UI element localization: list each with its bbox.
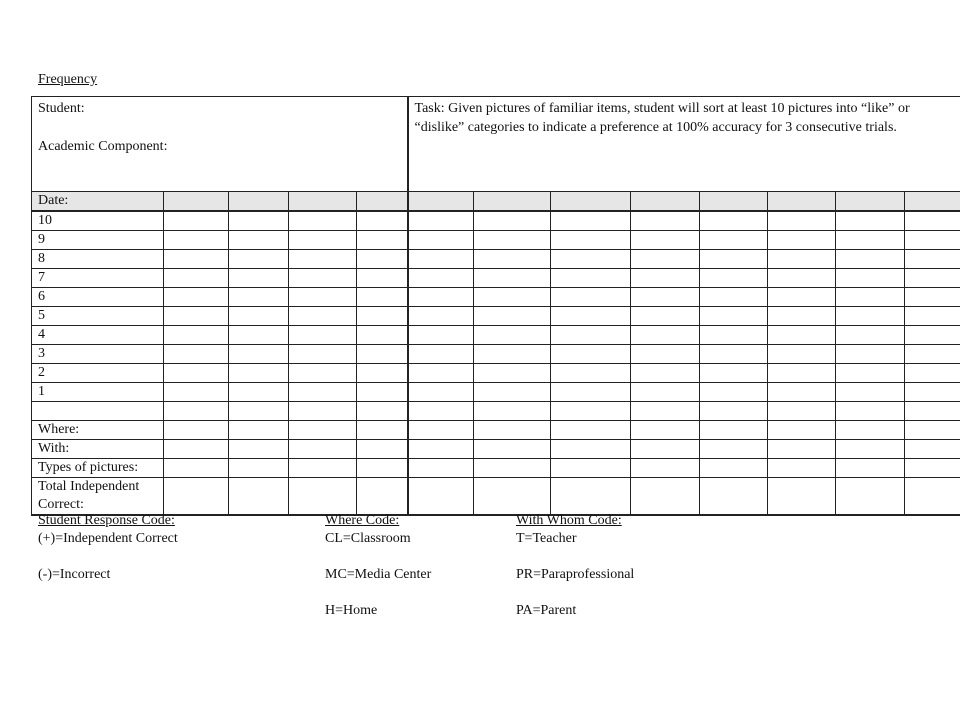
entry-cell[interactable] — [551, 402, 631, 421]
entry-cell[interactable] — [229, 211, 289, 231]
entry-cell[interactable] — [474, 402, 551, 421]
entry-cell[interactable] — [164, 211, 229, 231]
entry-cell[interactable] — [474, 478, 551, 516]
entry-cell[interactable] — [474, 364, 551, 383]
entry-cell[interactable] — [474, 288, 551, 307]
trial-row — [32, 250, 960, 269]
code-item: MC=Media Center — [325, 567, 432, 582]
entry-cell[interactable] — [229, 421, 289, 440]
entry-cell[interactable] — [164, 345, 229, 364]
entry-cell[interactable] — [631, 307, 700, 326]
info-row-label[interactable]: Types of pictures: — [32, 459, 164, 478]
entry-cell[interactable] — [474, 269, 551, 288]
code-item: (+)=Independent Correct — [38, 531, 178, 546]
entry-cell[interactable] — [164, 478, 229, 516]
trial-row — [32, 383, 960, 402]
entry-cell[interactable] — [768, 269, 836, 288]
entry-cell[interactable] — [289, 364, 357, 383]
entry-cell[interactable] — [631, 364, 700, 383]
entry-cell[interactable] — [408, 440, 474, 459]
entry-cell[interactable] — [164, 326, 229, 345]
entry-cell[interactable] — [357, 402, 408, 421]
trial-row — [32, 326, 960, 345]
entry-cell[interactable] — [905, 288, 960, 307]
entry-cell[interactable] — [229, 345, 289, 364]
entry-cell[interactable] — [836, 250, 905, 269]
entry-cell[interactable] — [905, 459, 960, 478]
code-item: CL=Classroom — [325, 531, 411, 546]
entry-cell[interactable] — [768, 307, 836, 326]
trial-row — [32, 288, 960, 307]
entry-cell[interactable] — [229, 383, 289, 402]
entry-cell[interactable] — [905, 250, 960, 269]
entry-cell[interactable] — [357, 364, 408, 383]
entry-cell[interactable] — [289, 478, 357, 516]
entry-cell[interactable] — [474, 383, 551, 402]
code-item: PR=Paraprofessional — [516, 567, 635, 582]
entry-cell[interactable] — [474, 459, 551, 478]
entry-cell[interactable] — [229, 440, 289, 459]
entry-cell[interactable] — [164, 459, 229, 478]
date-row — [32, 192, 960, 212]
entry-cell[interactable] — [408, 250, 474, 269]
task-cell — [408, 97, 960, 192]
entry-cell[interactable] — [229, 307, 289, 326]
entry-cell[interactable] — [700, 288, 768, 307]
info-row — [32, 459, 960, 478]
trial-number-label[interactable]: 7 — [32, 269, 164, 288]
entry-cell[interactable] — [631, 231, 700, 250]
entry-cell[interactable] — [289, 345, 357, 364]
entry-cell[interactable] — [836, 478, 905, 516]
entry-cell[interactable] — [474, 211, 551, 231]
entry-cell[interactable] — [408, 345, 474, 364]
entry-cell[interactable] — [905, 192, 960, 212]
entry-cell[interactable] — [836, 383, 905, 402]
entry-cell[interactable] — [164, 421, 229, 440]
entry-cell[interactable] — [164, 440, 229, 459]
entry-cell[interactable] — [289, 440, 357, 459]
code-spacer — [516, 584, 634, 602]
entry-cell[interactable] — [357, 440, 408, 459]
entry-cell[interactable] — [551, 345, 631, 364]
entry-cell[interactable] — [357, 478, 408, 516]
entry-cell[interactable] — [836, 364, 905, 383]
where-code — [325, 512, 431, 620]
entry-cell[interactable] — [836, 440, 905, 459]
entry-cell[interactable] — [700, 440, 768, 459]
entry-cell[interactable] — [905, 421, 960, 440]
frequency-data-table — [31, 96, 960, 516]
student-response-code-heading: Student Response Code: — [38, 513, 175, 528]
entry-cell[interactable] — [836, 402, 905, 421]
entry-cell[interactable] — [631, 211, 700, 231]
entry-cell[interactable] — [700, 307, 768, 326]
entry-cell[interactable] — [631, 402, 700, 421]
entry-cell[interactable] — [631, 478, 700, 516]
entry-cell[interactable] — [700, 402, 768, 421]
entry-cell[interactable] — [631, 250, 700, 269]
entry-cell[interactable] — [700, 345, 768, 364]
code-spacer — [38, 548, 178, 566]
entry-cell[interactable] — [408, 421, 474, 440]
trial-number-label[interactable]: 8 — [32, 250, 164, 269]
entry-cell[interactable] — [768, 421, 836, 440]
entry-cell[interactable] — [700, 364, 768, 383]
entry-cell[interactable] — [408, 307, 474, 326]
entry-cell[interactable] — [700, 250, 768, 269]
header-row — [32, 97, 960, 192]
entry-cell[interactable] — [551, 211, 631, 231]
entry-cell[interactable] — [164, 402, 229, 421]
entry-cell[interactable] — [631, 345, 700, 364]
page-title: Frequency — [38, 72, 98, 87]
entry-cell[interactable] — [836, 307, 905, 326]
entry-cell[interactable] — [768, 211, 836, 231]
entry-cell[interactable] — [768, 192, 836, 212]
entry-cell[interactable] — [631, 192, 700, 212]
entry-cell[interactable] — [836, 345, 905, 364]
code-item: (-)=Incorrect — [38, 567, 111, 582]
entry-cell[interactable] — [631, 383, 700, 402]
entry-cell[interactable] — [551, 231, 631, 250]
info-row — [32, 440, 960, 459]
code-item: H=Home — [325, 603, 378, 618]
entry-cell[interactable] — [289, 192, 357, 212]
trial-number-label[interactable]: 2 — [32, 364, 164, 383]
entry-cell[interactable] — [408, 211, 474, 231]
entry-cell[interactable] — [631, 421, 700, 440]
entry-cell[interactable] — [229, 288, 289, 307]
entry-cell[interactable] — [164, 307, 229, 326]
entry-cell[interactable] — [289, 383, 357, 402]
info-row — [32, 421, 960, 440]
entry-cell[interactable] — [631, 269, 700, 288]
entry-cell[interactable] — [474, 307, 551, 326]
code-item: T=Teacher — [516, 531, 577, 546]
entry-cell[interactable] — [164, 192, 229, 212]
entry-cell[interactable] — [836, 269, 905, 288]
entry-cell[interactable] — [408, 459, 474, 478]
entry-cell[interactable] — [474, 421, 551, 440]
entry-cell[interactable] — [474, 231, 551, 250]
entry-cell[interactable] — [836, 231, 905, 250]
entry-cell[interactable] — [905, 326, 960, 345]
entry-cell[interactable] — [229, 269, 289, 288]
entry-cell[interactable] — [164, 364, 229, 383]
entry-cell[interactable] — [289, 459, 357, 478]
entry-cell[interactable] — [768, 440, 836, 459]
entry-cell[interactable] — [474, 345, 551, 364]
entry-cell[interactable] — [229, 459, 289, 478]
entry-cell[interactable] — [551, 440, 631, 459]
entry-cell[interactable] — [836, 192, 905, 212]
code-item: PA=Parent — [516, 603, 577, 618]
date-label[interactable]: Date: — [32, 192, 164, 212]
entry-cell[interactable] — [408, 192, 474, 212]
where-code-heading: Where Code: — [325, 513, 400, 528]
entry-cell[interactable] — [229, 192, 289, 212]
entry-cell[interactable] — [905, 211, 960, 231]
entry-cell[interactable] — [357, 421, 408, 440]
student-info-cell[interactable] — [32, 97, 408, 192]
entry-cell[interactable] — [408, 288, 474, 307]
with-whom-code — [516, 512, 634, 620]
entry-cell[interactable] — [551, 478, 631, 516]
entry-cell[interactable] — [700, 192, 768, 212]
entry-cell[interactable] — [551, 192, 631, 212]
entry-cell[interactable] — [551, 250, 631, 269]
entry-cell[interactable] — [768, 345, 836, 364]
entry-cell[interactable] — [229, 231, 289, 250]
trial-row — [32, 269, 960, 288]
trial-number-label[interactable]: 4 — [32, 326, 164, 345]
entry-cell[interactable] — [289, 402, 357, 421]
entry-cell[interactable] — [551, 383, 631, 402]
entry-cell[interactable] — [357, 345, 408, 364]
entry-cell[interactable] — [836, 326, 905, 345]
entry-cell[interactable] — [289, 231, 357, 250]
entry-cell[interactable] — [289, 307, 357, 326]
entry-cell[interactable] — [631, 288, 700, 307]
entry-cell[interactable] — [768, 364, 836, 383]
with-whom-code-heading: With Whom Code: — [516, 513, 622, 528]
entry-cell[interactable] — [700, 326, 768, 345]
entry-cell[interactable] — [357, 269, 408, 288]
entry-cell[interactable] — [768, 383, 836, 402]
entry-cell[interactable] — [700, 478, 768, 516]
entry-cell[interactable] — [357, 288, 408, 307]
entry-cell[interactable] — [551, 364, 631, 383]
entry-cell[interactable] — [551, 326, 631, 345]
entry-cell[interactable] — [289, 211, 357, 231]
entry-cell[interactable] — [905, 478, 960, 516]
entry-cell[interactable] — [357, 231, 408, 250]
code-spacer — [325, 584, 431, 602]
entry-cell[interactable] — [289, 288, 357, 307]
entry-cell[interactable] — [700, 211, 768, 231]
entry-cell[interactable] — [289, 269, 357, 288]
entry-cell[interactable] — [229, 250, 289, 269]
trial-row — [32, 211, 960, 231]
entry-cell[interactable] — [631, 326, 700, 345]
entry-cell[interactable] — [768, 231, 836, 250]
trial-number-label[interactable]: 3 — [32, 345, 164, 364]
entry-cell[interactable] — [700, 383, 768, 402]
entry-cell[interactable] — [229, 478, 289, 516]
entry-cell[interactable] — [836, 211, 905, 231]
entry-cell[interactable] — [357, 192, 408, 212]
entry-cell[interactable] — [229, 364, 289, 383]
entry-cell[interactable] — [164, 269, 229, 288]
trial-number-label[interactable]: 6 — [32, 288, 164, 307]
entry-cell[interactable] — [768, 250, 836, 269]
entry-cell[interactable] — [768, 459, 836, 478]
code-spacer — [325, 548, 431, 566]
entry-cell[interactable] — [357, 250, 408, 269]
entry-cell[interactable] — [768, 326, 836, 345]
trial-row — [32, 364, 960, 383]
entry-cell[interactable] — [700, 421, 768, 440]
entry-cell[interactable] — [768, 288, 836, 307]
total-independent-correct-label[interactable]: Total Independent Correct: — [32, 478, 164, 516]
entry-cell[interactable] — [474, 440, 551, 459]
entry-cell[interactable] — [551, 421, 631, 440]
entry-cell[interactable] — [905, 307, 960, 326]
entry-cell[interactable] — [700, 459, 768, 478]
entry-cell[interactable] — [357, 326, 408, 345]
entry-cell[interactable] — [551, 269, 631, 288]
info-row-label[interactable]: With: — [32, 440, 164, 459]
entry-cell[interactable] — [836, 288, 905, 307]
entry-cell[interactable] — [905, 364, 960, 383]
entry-cell[interactable] — [905, 269, 960, 288]
entry-cell[interactable] — [768, 478, 836, 516]
entry-cell[interactable] — [289, 421, 357, 440]
entry-cell[interactable] — [905, 383, 960, 402]
trial-number-label[interactable] — [32, 402, 164, 421]
entry-cell[interactable] — [768, 402, 836, 421]
code-spacer — [516, 548, 634, 566]
trial-row — [32, 402, 960, 421]
entry-cell[interactable] — [551, 288, 631, 307]
entry-cell[interactable] — [164, 250, 229, 269]
trial-number-label[interactable]: 1 — [32, 383, 164, 402]
entry-cell[interactable] — [408, 326, 474, 345]
entry-cell[interactable] — [357, 459, 408, 478]
trial-number-label[interactable]: 5 — [32, 307, 164, 326]
entry-cell[interactable] — [357, 211, 408, 231]
entry-cell[interactable] — [836, 421, 905, 440]
entry-cell[interactable] — [229, 402, 289, 421]
entry-cell[interactable] — [408, 383, 474, 402]
entry-cell[interactable] — [631, 459, 700, 478]
entry-cell[interactable] — [700, 269, 768, 288]
info-row-label[interactable]: Where: — [32, 421, 164, 440]
trial-row — [32, 307, 960, 326]
entry-cell[interactable] — [289, 250, 357, 269]
academic-component-label: Academic Component: — [38, 139, 168, 154]
entry-cell[interactable] — [357, 307, 408, 326]
trial-row — [32, 345, 960, 364]
entry-cell[interactable] — [474, 250, 551, 269]
entry-cell[interactable] — [631, 440, 700, 459]
entry-cell[interactable] — [229, 326, 289, 345]
trial-number-label[interactable]: 10 — [32, 211, 164, 231]
entry-cell[interactable] — [164, 383, 229, 402]
entry-cell[interactable] — [408, 478, 474, 516]
entry-cell[interactable] — [474, 326, 551, 345]
student-response-code — [38, 512, 178, 584]
task-text: Task: Given pictures of familiar items, student will sort at least 10 pictures into “like” or “dislike” categories to indicate a preference at 100% accuracy for 3 consecutive trials. — [414, 101, 910, 135]
entry-cell[interactable] — [551, 459, 631, 478]
entry-cell[interactable] — [836, 459, 905, 478]
entry-cell[interactable] — [905, 440, 960, 459]
student-label: Student: — [38, 101, 85, 116]
entry-cell[interactable] — [905, 402, 960, 421]
entry-cell[interactable] — [164, 231, 229, 250]
entry-cell[interactable] — [357, 383, 408, 402]
entry-cell[interactable] — [474, 192, 551, 212]
entry-cell[interactable] — [905, 345, 960, 364]
entry-cell[interactable] — [551, 307, 631, 326]
entry-cell[interactable] — [289, 326, 357, 345]
entry-cell[interactable] — [164, 288, 229, 307]
entry-cell[interactable] — [700, 231, 768, 250]
trial-number-label[interactable]: 9 — [32, 231, 164, 250]
total-row — [32, 478, 960, 516]
entry-cell[interactable] — [905, 231, 960, 250]
entry-cell[interactable] — [408, 231, 474, 250]
entry-cell[interactable] — [408, 269, 474, 288]
entry-cell[interactable] — [408, 402, 474, 421]
trial-row — [32, 231, 960, 250]
entry-cell[interactable] — [408, 364, 474, 383]
